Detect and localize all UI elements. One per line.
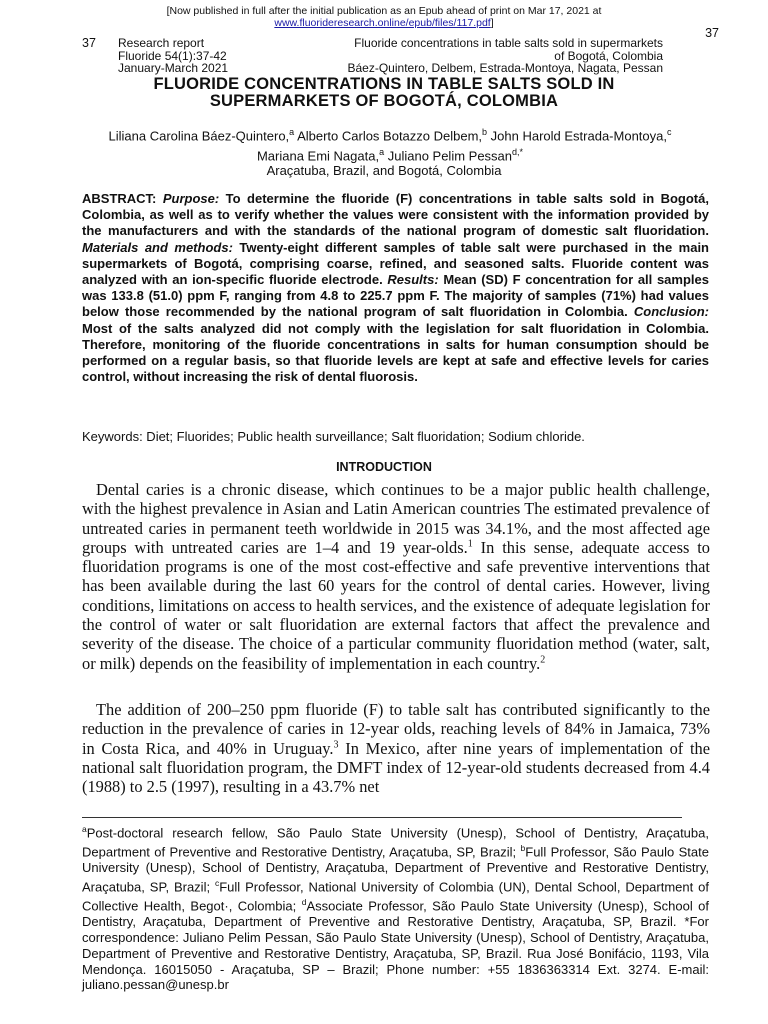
page-number-right: 37 — [705, 26, 719, 40]
results-label: Results: — [387, 272, 439, 288]
epub-notice — [0, 5, 768, 29]
paragraph-2 — [82, 700, 710, 796]
keywords: Keywords: Diet; Fluorides; Public health surveillance; Salt fluoridation; Sodium chloride. — [82, 429, 585, 444]
conclusion-text: Most of the salts analyzed did not comply with the legislation for salt fluoridation in Colombia. Therefore, monitoring of the fluoride concentrations in salts for human consumption should be performed on a regular basis, so that fluoride levels are kept at safe and effective levels for caries control, without increasing the risk of dental fluorosis. — [82, 320, 709, 385]
abstract-label: ABSTRACT: — [82, 191, 157, 206]
results-text: Mean (SD) F concentration for all samples was 133.8 (51.0) ppm F, ranging from 4.8 to 225.7 ppm F. The majority of samples (71%) had values below those recommended by the national program of salt fluoridation in Colombia. — [82, 272, 709, 320]
methods-text: Twenty-eight different samples of table salt were purchased in the main supermarkets of Bogotá, comprising coarse, refined, and seasoned salts. Fluoride content was analyzed with an ion-specific fluoride electrode. — [82, 239, 709, 288]
affil-text-c: Full Professor, National University of Colombia (UN), Dental School, Department of Collective Health, Begot·, Colombia; — [82, 879, 709, 914]
running-title-1: Fluoride concentrations in table salts sold in supermarkets — [354, 36, 663, 50]
author-5: Juliano Pelim Pessan — [384, 148, 513, 164]
epub-notice-text: [Now published in full after the initial publication as an Epub ahead of print on Mar 17, 2021 at — [166, 5, 602, 17]
affil-text-d: Associate Professor, São Paulo State University (Unesp), School of Dentistry, Araçatuba, Department of Preventive and Restorative Dentistry, Araçatuba, SP, Brazil. *For correspondence: Juliano Pelim Pessan, São Paulo State University (Unesp), School of Dentistry, Araçatuba, Department of Preventive and Restorative Dentistry, Araçatuba, SP, Brazil. Rua José Bonifácio, 1193, Vila Mendonça. 16015050 - Araçatuba, SP – Brazil; Phone number: +55 1836363314 Ext. 3274. E-mail: juliano.pessan@unesp.br — [82, 898, 709, 993]
journal-citation: Fluoride 54(1):37-42 — [118, 48, 227, 63]
author-4-affil: a — [379, 147, 385, 158]
affil-text-b: Full Professor, São Paulo State University (Unesp), School of Dentistry, Araçatuba, Department of Preventive and Restorative Dentistry, Araçatuba, SP, Brazil; — [82, 844, 709, 895]
affil-marker-a: a — [82, 824, 87, 834]
paragraph-1 — [82, 480, 710, 673]
affil-marker-c: c — [214, 878, 220, 889]
author-location: Araçatuba, Brazil, and Bogotá, Colombia — [266, 163, 502, 178]
paragraph-2-text-b: In Mexico, after nine years of implementation of the national salt fluoridation program, the DMFT index of 12-year-old students decreased from 4.4 (1988) to 2.5 (1997), resulting in a 43.7% net — [82, 738, 710, 797]
citation-ref: 2 — [540, 654, 546, 666]
title-line-1: FLUORIDE CONCENTRATIONS IN TABLE SALTS SOLD IN — [153, 75, 615, 93]
affil-text-a: Post-doctoral research fellow, São Paulo State University (Unesp), School of Dentistry, Araçatuba, Department of Preventive and Restorative Dentistry, Araçatuba, SP, Brazil; — [82, 825, 709, 860]
footnote-divider — [82, 817, 682, 818]
abstract — [82, 191, 709, 385]
issue-date: January-March 2021 — [118, 61, 229, 75]
author-4: Mariana Emi Nagata, — [256, 148, 380, 164]
running-header-left — [82, 37, 228, 75]
citation-ref: 3 — [333, 739, 339, 751]
conclusion-label: Conclusion: — [633, 304, 709, 320]
author-2-affil: b — [482, 127, 488, 137]
page-number-left: 37 — [82, 36, 96, 50]
running-title-2: of Bogotá, Colombia — [554, 48, 663, 63]
author-1-affil: a — [289, 127, 295, 137]
affiliations-footnote — [82, 822, 709, 993]
author-3: John Harold Estrada-Montoya, — [487, 128, 667, 144]
title-line-2: SUPERMARKETS OF BOGOTÁ, COLOMBIA — [209, 92, 559, 110]
affil-marker-b: b — [520, 843, 526, 854]
epub-link[interactable]: www.fluorideresearch.online/epub/files/117.pdf — [274, 17, 491, 29]
methods-label: Materials and methods: — [82, 239, 233, 255]
report-type: Research report — [118, 36, 205, 50]
purpose-text: To determine the fluoride (F) concentrations in table salts sold in Bogotá, Colombia, as well as to verify whether the values were consistent with the information provided by the manufacturers and with the standards of the national program of domestic salt fluoridation. — [82, 191, 709, 239]
author-3-affil: c — [667, 127, 672, 137]
paragraph-1-text-b: In this sense, adequate access to fluoridation programs is one of the most cost-effective and safe preventive interventions that has been available during the last 60 years for the control of dental caries. However, living conditions, limitations on access to health services, and the existence of adequate legislation for the control of water or salt fluoridation are external factors that affect the prevalence and severity of the disease. The choice of a particular community fluoridation method (water, salt, or milk) depends on the feasibility of implementation in each country. — [82, 537, 710, 673]
affil-marker-d: d — [301, 897, 307, 908]
author-2: Alberto Carlos Botazzo Delbem, — [294, 128, 483, 144]
author-list — [70, 124, 710, 165]
running-header-right — [348, 37, 664, 75]
paragraph-2-text-a: The addition of 200–250 ppm fluoride (F) to table salt has contributed significantly to the reduction in the prevalence of caries in 12-year olds, reaching levels of 84% in Jamaica, 73% in Costa Rica, and 40% in Uruguay. — [82, 700, 710, 758]
section-heading-introduction: INTRODUCTION — [336, 460, 432, 474]
citation-ref: 1 — [467, 538, 473, 550]
article-title — [0, 76, 768, 110]
author-5-affil: d,* — [512, 147, 524, 158]
purpose-label: Purpose: — [162, 191, 220, 206]
running-authors: Báez-Quintero, Delbem, Estrada-Montoya, Nagata, Pessan — [347, 61, 663, 75]
epub-notice-close: ] — [490, 17, 494, 29]
author-1: Liliana Carolina Báez-Quintero, — [108, 128, 290, 144]
paragraph-1-text-a: Dental caries is a chronic disease, which continues to be a major public health challenge, with the highest prevalence in Asian and Latin American countries The estimated prevalence of untreated caries in permanent teeth worldwide in 2015 was 34.1%, and the most affected age groups with untreated caries are 1–4 and 19 year-olds. — [82, 480, 710, 557]
